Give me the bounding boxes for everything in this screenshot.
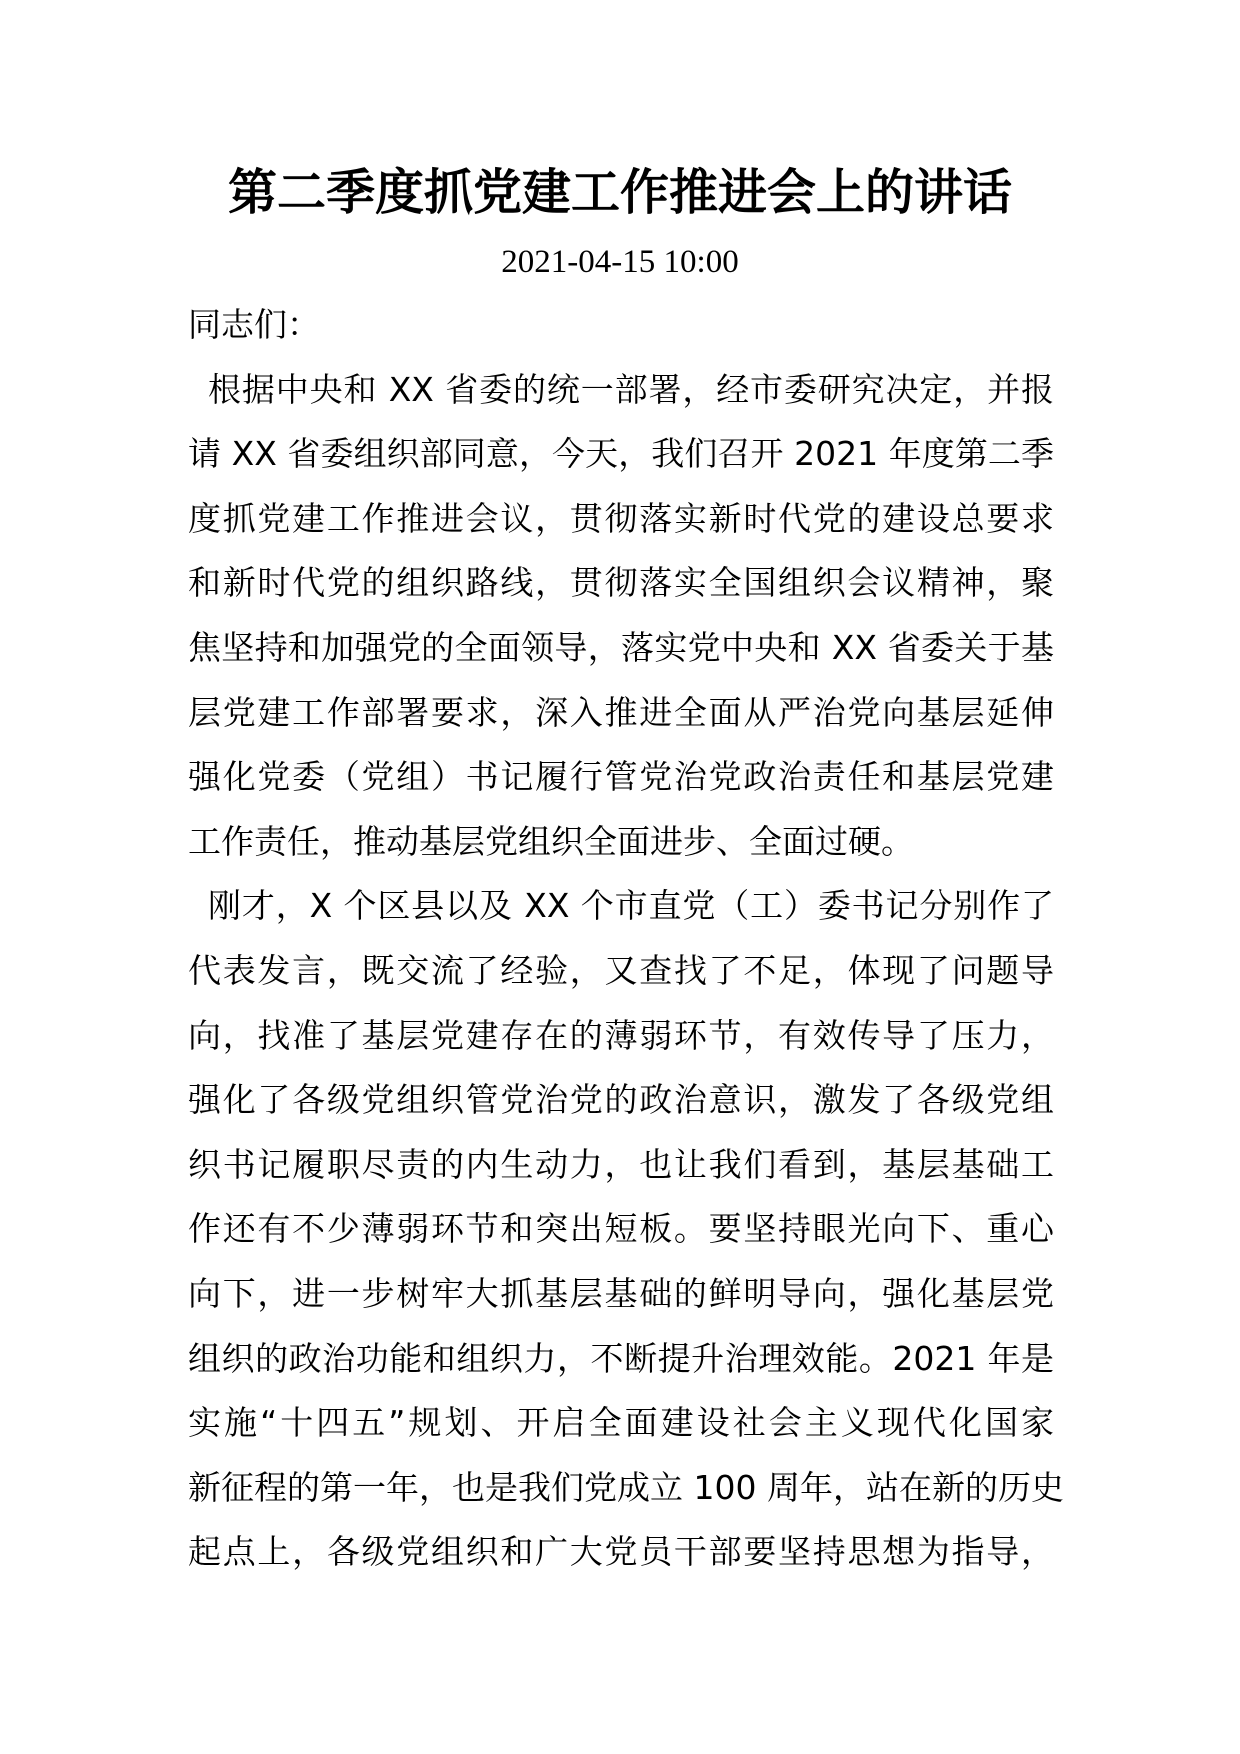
text-line: 和新时代党的组织路线，贯彻落实全国组织会议精神，聚 [188, 563, 1054, 603]
document-body [188, 293, 1064, 1585]
text-line: 刚才，X 个区县以及 XX 个市直党（工）委书记分别作了 [208, 886, 1054, 926]
text-line: 新征程的第一年，也是我们党成立 100 周年，站在新的历史 [188, 1467, 1064, 1507]
text-line: 根据中央和 XX 省委的统一部署，经市委研究决定，并报 [208, 369, 1054, 409]
text-line: 向，找准了基层党建存在的薄弱环节，有效传导了压力， [188, 1015, 1054, 1055]
publish-date: 2021-04-15 10:00 [501, 244, 739, 280]
text-line: 度抓党建工作推进会议，贯彻落实新时代党的建设总要求 [188, 498, 1054, 538]
page-title: 第二季度抓党建工作推进会上的讲话 [227, 164, 1012, 221]
text-line: 焦坚持和加强党的全面领导，落实党中央和 XX 省委关于基 [188, 627, 1054, 667]
text-line: 强化了各级党组织管党治党的政治意识，激发了各级党组 [188, 1080, 1054, 1120]
text-line: 代表发言，既交流了经验，又查找了不足，体现了问题导 [188, 950, 1054, 990]
text-line: 向下，进一步树牢大抓基层基础的鲜明导向，强化基层党 [188, 1273, 1054, 1313]
text-line: 层党建工作部署要求，深入推进全面从严治党向基层延伸 [188, 692, 1054, 732]
text-line: 组织的政治功能和组织力，不断提升治理效能。2021 年是 [188, 1338, 1054, 1378]
text-line: 织书记履职尽责的内生动力，也让我们看到，基层基础工 [188, 1144, 1054, 1184]
text-line: 作还有不少薄弱环节和突出短板。要坚持眼光向下、重心 [188, 1209, 1054, 1249]
paragraph [188, 874, 1064, 1585]
paragraph [188, 358, 1054, 875]
text-line: 工作责任，推动基层党组织全面进步、全面过硬。 [188, 821, 914, 861]
text-line: 起点上，各级党组织和广大党员干部要坚持思想为指导， [188, 1532, 1054, 1572]
text-line: 强化党委（党组）书记履行管党治党政治责任和基层党建 [188, 757, 1054, 797]
text-line: 请 XX 省委组织部同意，今天，我们召开 2021 年度第二季 [188, 434, 1054, 474]
salutation: 同志们： [188, 305, 320, 344]
text-line: 实施“十四五”规划、开启全面建设社会主义现代化国家 [188, 1403, 1054, 1443]
